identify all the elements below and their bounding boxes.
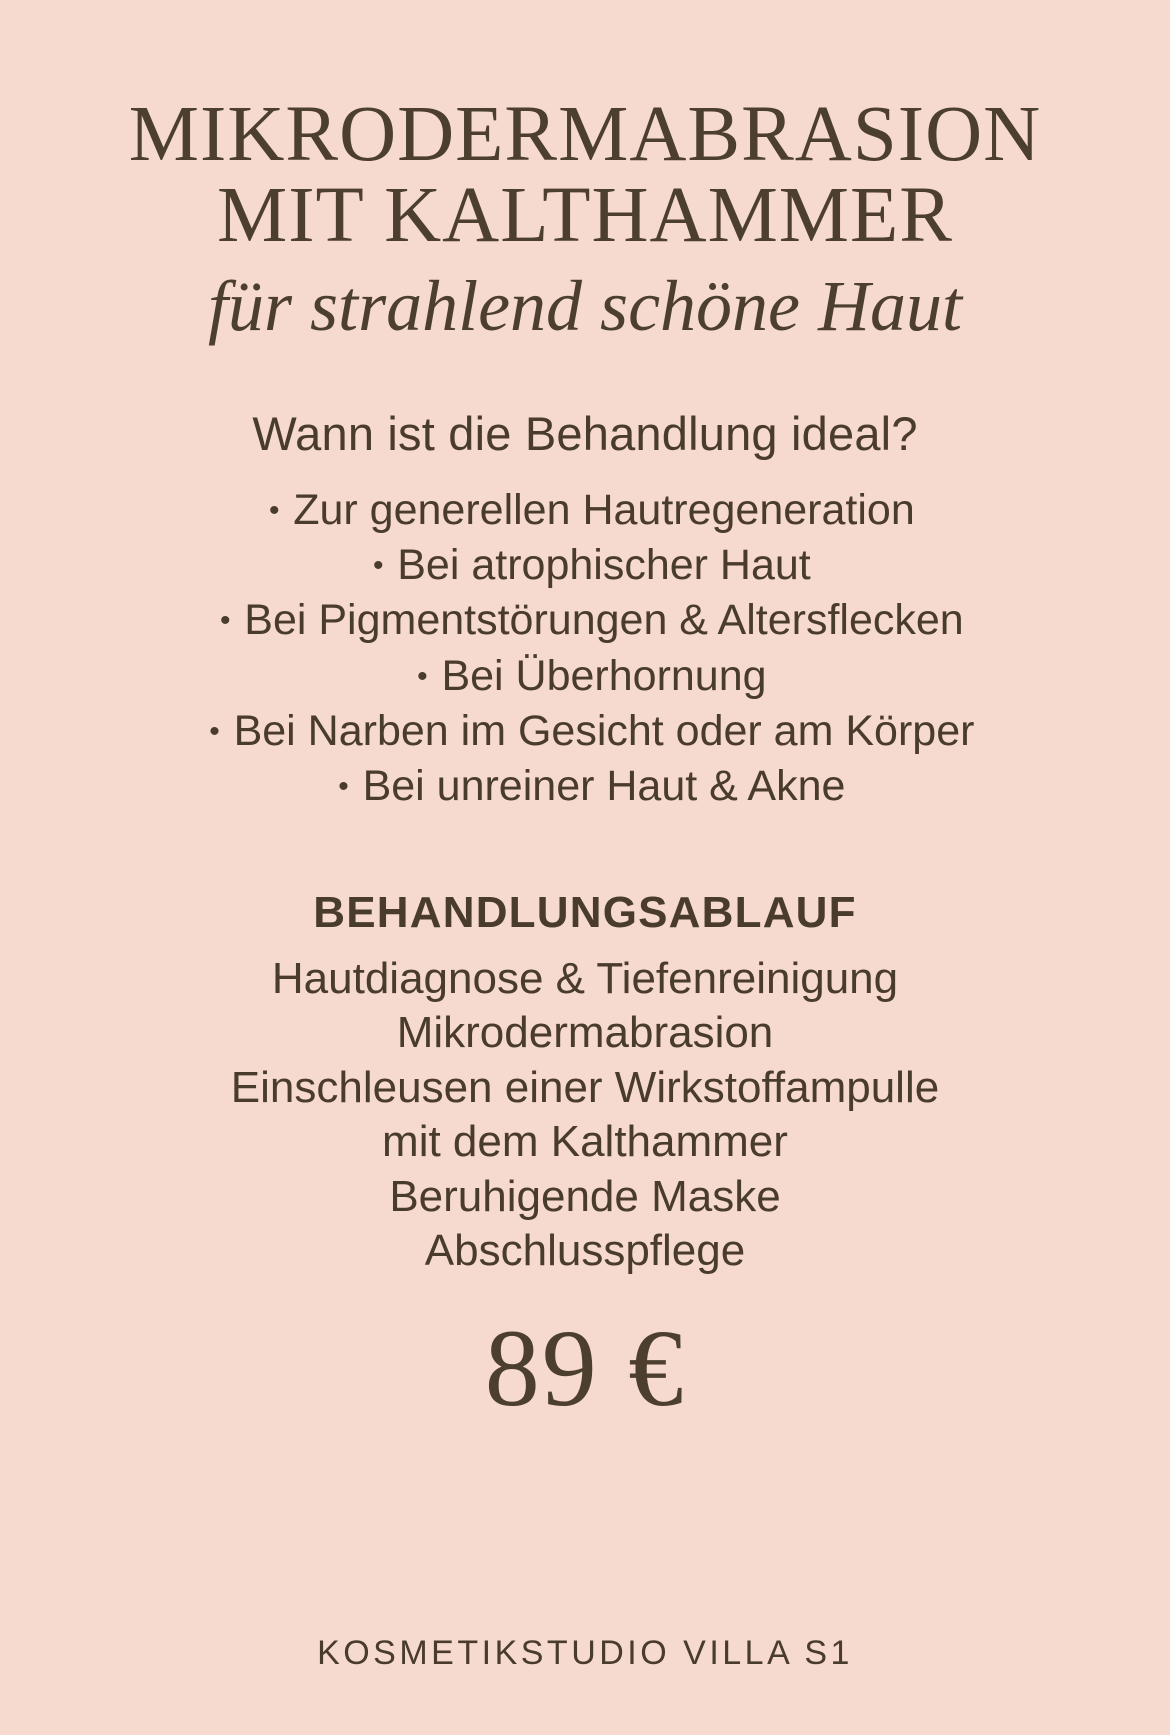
headline-line-1: MIKRODERMABRASION [128, 91, 1042, 178]
list-item-label: Bei Überhornung [441, 651, 767, 700]
list-item-label: Zur generellen Hautregeneration [293, 486, 915, 535]
list-item [175, 649, 995, 704]
list-item-label: Bei unreiner Haut & Akne [362, 761, 846, 810]
headline-line-2: MIT KALTHAMMER [216, 172, 954, 260]
procedure-step: Beruhigende Maske [389, 1171, 781, 1221]
procedure-step: Mikrodermabrasion [396, 1008, 774, 1058]
list-item [175, 538, 995, 593]
procedure-step: Abschlusspflege [424, 1226, 746, 1276]
bullet-icon: • [268, 494, 280, 528]
headline-subtitle: für strahlend schöne Haut [208, 265, 962, 346]
procedure-step: mit dem Kalthammer [382, 1117, 788, 1167]
bullet-icon: • [338, 769, 349, 803]
list-item-label: Bei Pigmentstörungen & Altersflecken [244, 596, 964, 645]
bullet-icon: • [417, 659, 428, 693]
list-item [175, 483, 995, 538]
bullet-icon: • [220, 604, 231, 638]
studio-name: KOSMETIKSTUDIO VILLA S1 [317, 1634, 853, 1672]
headline-block [85, 91, 1085, 346]
indications-list [175, 483, 995, 813]
indications-question: Wann ist die Behandlung ideal? [252, 407, 918, 461]
price-label: 89 € [484, 1306, 686, 1429]
procedure-step: Einschleusen einer Wirkstoffampulle [230, 1062, 940, 1112]
list-item [175, 593, 995, 648]
bullet-icon: • [372, 549, 384, 583]
bullet-icon: • [209, 714, 220, 748]
procedure-title: BEHANDLUNGSABLAUF [313, 887, 857, 937]
list-item [175, 759, 995, 814]
list-item-label: Bei Narben im Gesicht oder am Körper [233, 706, 975, 755]
list-item [175, 704, 995, 759]
list-item-label: Bei atrophischer Haut [397, 541, 811, 590]
procedure-step: Hautdiagnose & Tiefenreinigung [271, 953, 899, 1003]
procedure-steps [231, 952, 939, 1279]
